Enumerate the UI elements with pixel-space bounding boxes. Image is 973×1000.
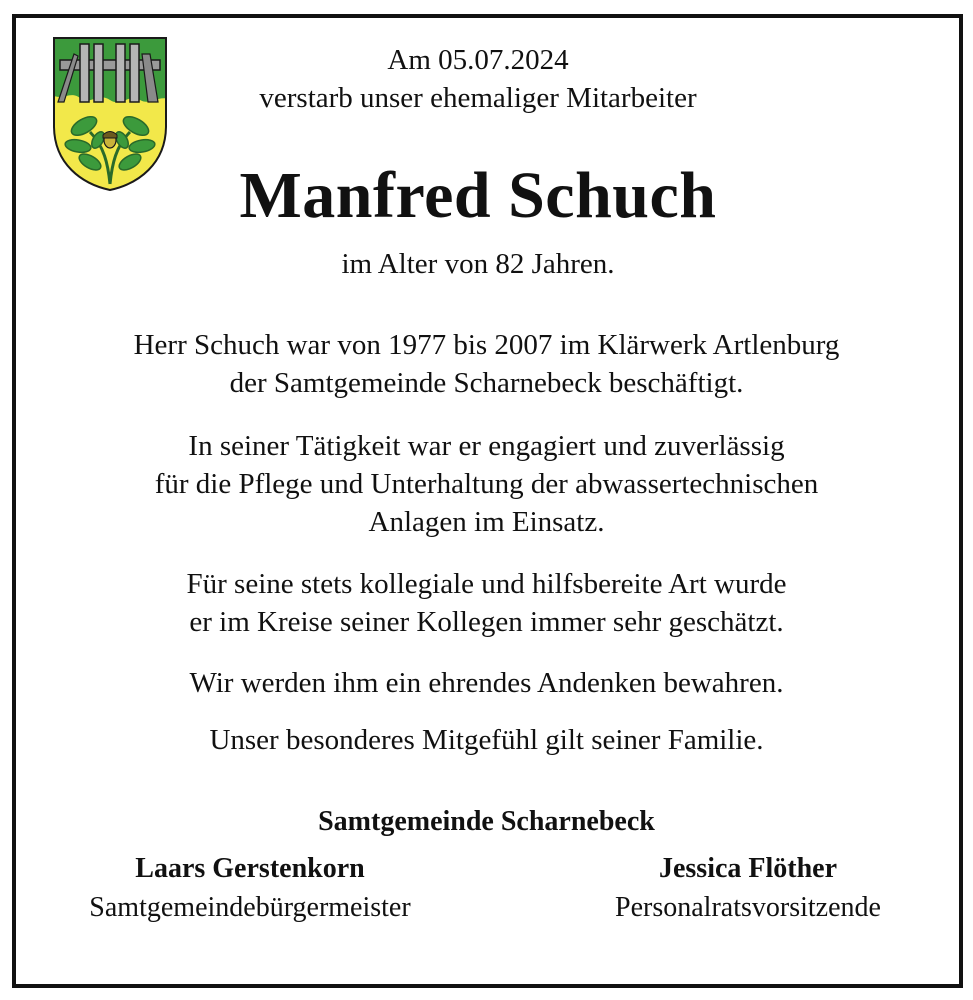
text-line: der Samtgemeinde Scharnebeck beschäftigt.: [229, 367, 744, 399]
signatory-name: Jessica Flöther: [658, 853, 838, 884]
organization-name: Samtgemeinde Scharnebeck: [318, 806, 655, 837]
text-line: Unser besonderes Mitgefühl gilt seiner Familie.: [209, 724, 764, 756]
date-line: Am 05.07.2024: [387, 44, 569, 76]
signatory-right: [538, 850, 958, 928]
signatory-name: Laars Gerstenkorn: [135, 853, 365, 884]
signatory-role: Personalratsvorsitzende: [615, 892, 881, 923]
paragraph-activity: [20, 427, 953, 541]
age-line: im Alter von 82 Jahren.: [341, 248, 615, 280]
deceased-name: Manfred Schuch: [239, 159, 717, 232]
signatory-role: Samtgemeindebürgermeister: [89, 892, 411, 923]
paragraph-employment: [20, 326, 953, 402]
paragraph-condolence: [20, 721, 953, 759]
text-line: In seiner Tätigkeit war er engagiert und zuverlässig: [188, 430, 785, 462]
text-line: für die Pflege und Unterhaltung der abwassertechnischen: [154, 468, 819, 500]
text-line: Anlagen im Einsatz.: [368, 506, 605, 538]
text-line: Für seine stets kollegiale und hilfsbereite Art wurde: [186, 568, 787, 600]
intro-line: verstarb unser ehemaliger Mitarbeiter: [259, 82, 697, 114]
text-line: Herr Schuch war von 1977 bis 2007 im Klärwerk Artlenburg: [133, 329, 840, 361]
paragraph-remembrance: [20, 664, 953, 702]
paragraph-appreciation: [20, 565, 953, 641]
text-line: er im Kreise seiner Kollegen immer sehr geschätzt.: [189, 606, 784, 638]
text-line: Wir werden ihm ein ehrendes Andenken bewahren.: [189, 667, 784, 699]
signatory-left: [40, 850, 460, 928]
